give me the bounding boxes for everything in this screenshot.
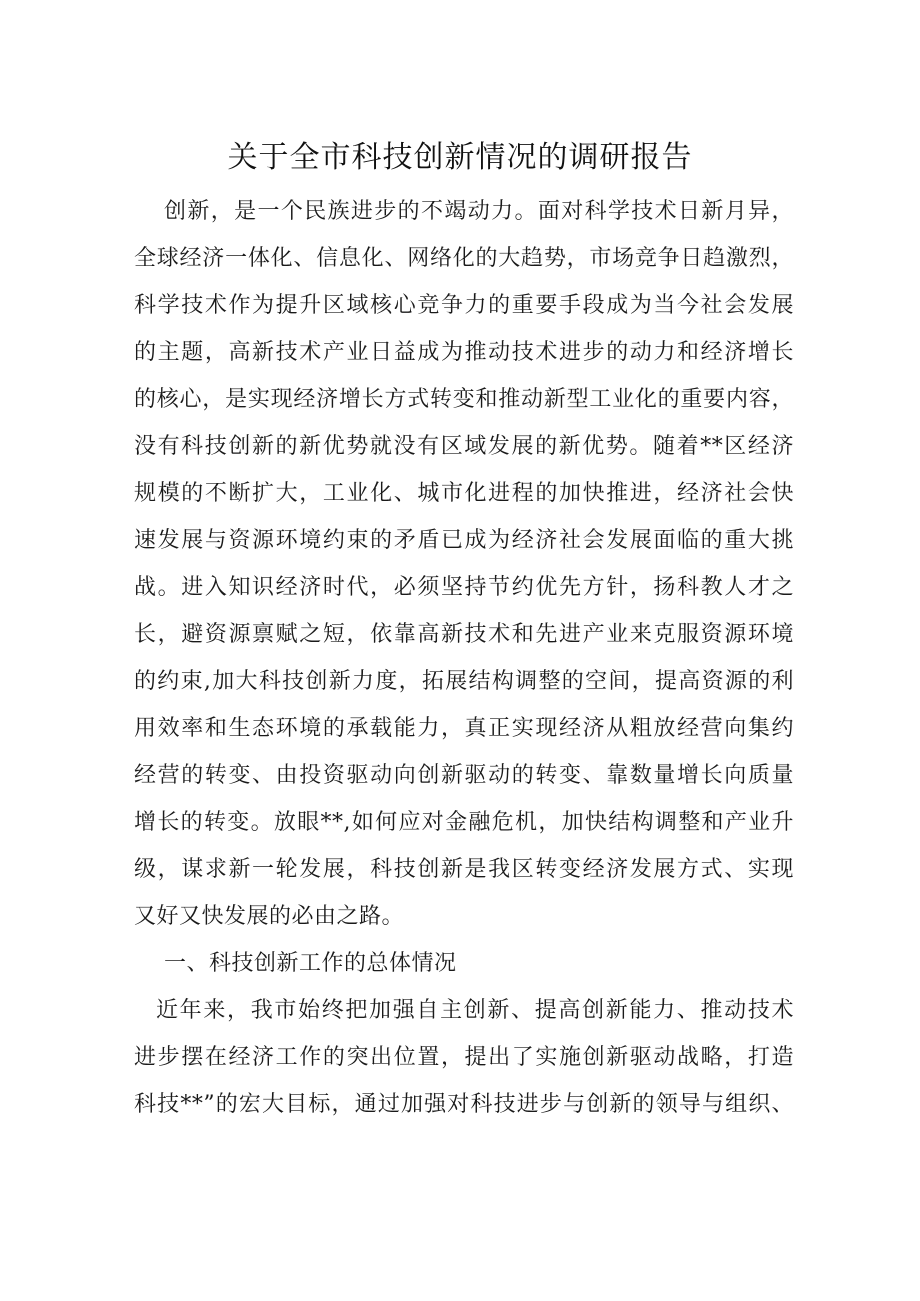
paragraph-1-line: 的核心，是实现经济增长方式转变和推动新型工业化的重要内容， [134,387,794,412]
paragraph-1-line: 全球经济一体化、信息化、网络化的大趋势，市场竞争日趋激烈， [134,246,794,271]
paragraph-1-line: 没有科技创新的新优势就没有区域发展的新优势。随着**区经济 [134,434,794,459]
paragraph-1-line: 长，避资源禀赋之短，依靠高新技术和先进产业来克服资源环境 [134,622,794,647]
paragraph-1-line: 科学技术作为提升区域核心竞争力的重要手段成为当今社会发展 [134,293,794,318]
paragraph-1-line: 增长的转变。放眼**,如何应对金融危机，加快结构调整和产业升 [134,810,794,835]
document-body [134,188,794,1128]
paragraph-1-line: 速发展与资源环境约束的矛盾已成为经济社会发展面临的重大挑 [134,528,794,553]
paragraph-2-line: 近年来，我市始终把加强自主创新、提高创新能力、推动技术 [156,998,794,1023]
paragraph-1-line: 的主题，高新技术产业日益成为推动技术进步的动力和经济增长 [134,340,794,365]
paragraph-1-line: 级，谋求新一轮发展，科技创新是我区转变经济发展方式、实现 [134,857,794,882]
paragraph-1-line: 经营的转变、由投资驱动向创新驱动的转变、靠数量增长向质量 [134,763,794,788]
paragraph-1-line: 又好又快发展的必由之路。 [134,904,405,929]
paragraph-1-line: 的约束,加大科技创新力度，拓展结构调整的空间，提高资源的利 [134,669,794,694]
paragraph-1-line: 用效率和生态环境的承载能力，真正实现经济从粗放经营向集约 [134,716,794,741]
section-heading: 一、科技创新工作的总体情况 [164,951,457,976]
paragraph-1-line: 创新，是一个民族进步的不竭动力。面对科学技术日新月异， [164,199,794,224]
document-title: 关于全市科技创新情况的调研报告 [227,140,693,175]
paragraph-1-line: 战。进入知识经济时代，必须坚持节约优先方针，扬科教人才之 [134,575,794,600]
paragraph-1-line: 规模的不断扩大，工业化、城市化进程的加快推进，经济社会快 [134,481,794,506]
paragraph-2-line: 科技**”的宏大目标，通过加强对科技进步与创新的领导与组织、 [134,1092,794,1117]
paragraph-2-line: 进步摆在经济工作的突出位置，提出了实施创新驱动战略，打造 [134,1045,794,1070]
